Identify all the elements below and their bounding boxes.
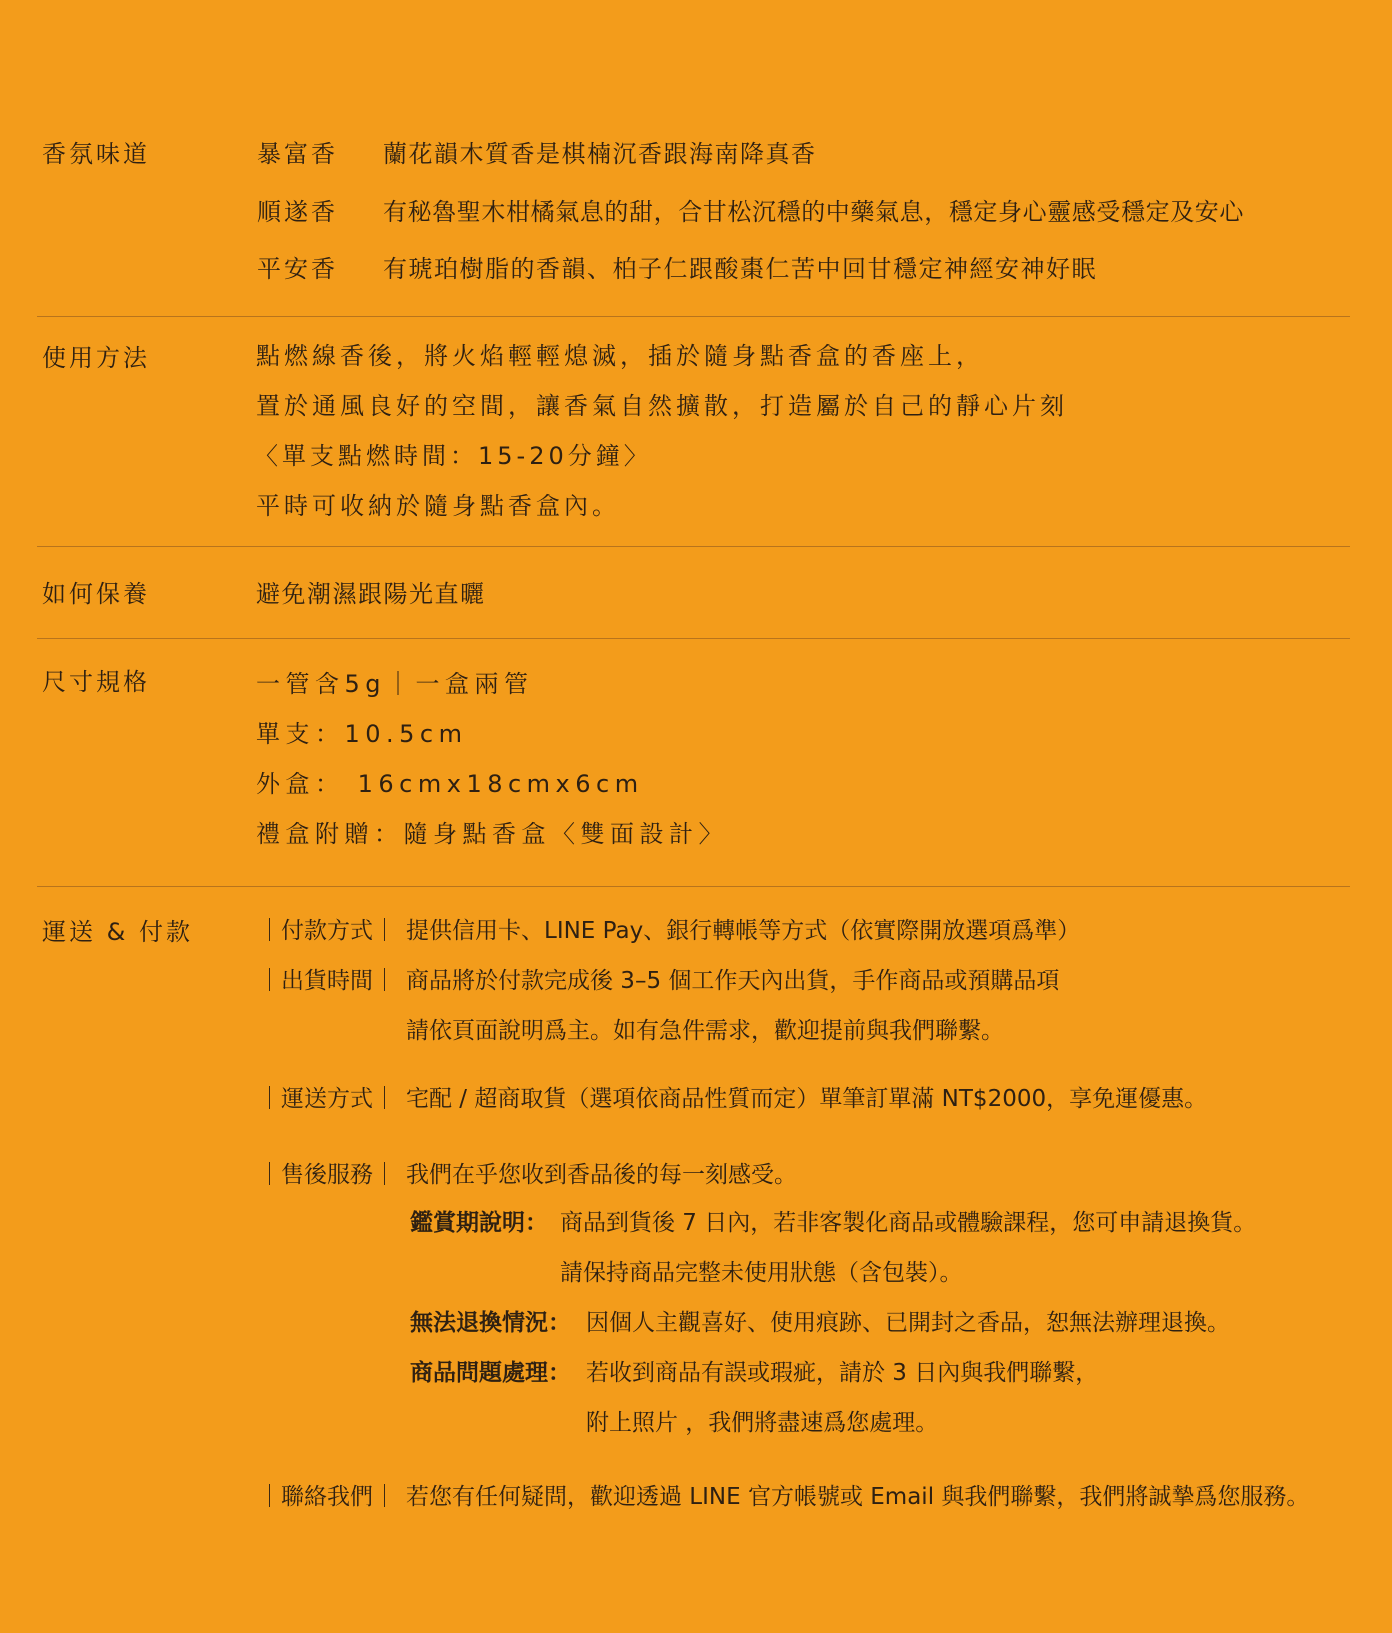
fragrance-desc-3: 有琥珀樹脂的香韻、柏子仁跟酸棗仁苦中回甘穩定神經安神好眠 <box>383 255 1097 283</box>
dispatch-tag: ｜出貨時間｜ <box>258 968 396 994</box>
size-line-3: 外盒： 16cmx18cmx6cm <box>256 770 644 798</box>
fragrance-name-1: 暴富香 <box>257 140 338 168</box>
divider-1 <box>37 316 1350 317</box>
fragrance-name-3: 平安香 <box>257 255 338 283</box>
problem-line-1: 若收到商品有誤或瑕疵，請於 3 日內與我們聯繫， <box>586 1360 1099 1386</box>
appreciation-title: 鑑賞期說明： <box>410 1210 548 1236</box>
dispatch-line-2: 請依頁面說明爲主。如有急件需求，歡迎提前與我們聯繫。 <box>406 1018 1004 1044</box>
appreciation-line-1: 商品到貨後 7 日內，若非客製化商品或體驗課程，您可申請退換貨。 <box>560 1210 1257 1236</box>
size-line-4: 禮盒附贈：隨身點香盒〈雙面設計〉 <box>256 820 728 848</box>
delivery-text: 宅配 / 超商取貨（選項依商品性質而定）單筆訂單滿 NT$2000，享免運優惠。 <box>406 1086 1208 1112</box>
payment-tag: ｜付款方式｜ <box>258 918 396 944</box>
noreturn-text: 因個人主觀喜好、使用痕跡、已開封之香品，恕無法辦理退換。 <box>586 1310 1230 1336</box>
aftersale-tag: ｜售後服務｜ <box>258 1162 396 1188</box>
usage-line-4: 平時可收納於隨身點香盒內。 <box>256 492 620 520</box>
fragrance-desc-2: 有秘魯聖木柑橘氣息的甜，合甘松沉穩的中藥氣息，穩定身心靈感受穩定及安心 <box>383 198 1244 226</box>
size-label: 尺寸規格 <box>42 668 150 696</box>
delivery-tag: ｜運送方式｜ <box>258 1086 396 1112</box>
aftersale-text: 我們在乎您收到香品後的每一刻感受。 <box>406 1162 797 1188</box>
divider-2 <box>37 546 1350 547</box>
usage-line-2: 置於通風良好的空間，讓香氣自然擴散，打造屬於自己的靜心片刻 <box>256 392 1068 420</box>
fragrance-name-2: 順遂香 <box>257 198 338 226</box>
noreturn-title: 無法退換情況： <box>410 1310 571 1336</box>
care-label: 如何保養 <box>42 580 150 608</box>
appreciation-line-2: 請保持商品完整未使用狀態（含包裝）。 <box>560 1260 963 1286</box>
usage-label: 使用方法 <box>42 344 150 372</box>
problem-title: 商品問題處理： <box>410 1360 571 1386</box>
fragrance-label: 香氛味道 <box>42 140 150 168</box>
shipping-label: 運送 & 付款 <box>42 918 193 946</box>
size-line-1: 一管含5g｜一盒兩管 <box>256 670 534 698</box>
care-text: 避免潮濕跟陽光直曬 <box>256 580 486 608</box>
usage-line-1: 點燃線香後，將火焰輕輕熄滅，插於隨身點香盒的香座上， <box>256 342 984 370</box>
contact-text: 若您有任何疑問，歡迎透過 LINE 官方帳號或 Email 與我們聯繫，我們將誠摯爲您服務。 <box>406 1484 1310 1510</box>
usage-line-3: 〈單支點燃時間：15-20分鐘〉 <box>254 442 652 470</box>
dispatch-line-1: 商品將於付款完成後 3–5 個工作天內出貨，手作商品或預購品項 <box>406 968 1060 994</box>
payment-text: 提供信用卡、LINE Pay、銀行轉帳等方式（依實際開放選項爲準） <box>406 918 1081 944</box>
contact-tag: ｜聯絡我們｜ <box>258 1484 396 1510</box>
fragrance-desc-1: 蘭花韻木質香是棋楠沉香跟海南降真香 <box>383 140 817 168</box>
problem-line-2: 附上照片 ，我們將盡速爲您處理。 <box>586 1410 939 1436</box>
divider-4 <box>37 886 1350 887</box>
size-line-2: 單支：10.5cm <box>256 720 468 748</box>
divider-3 <box>37 638 1350 639</box>
